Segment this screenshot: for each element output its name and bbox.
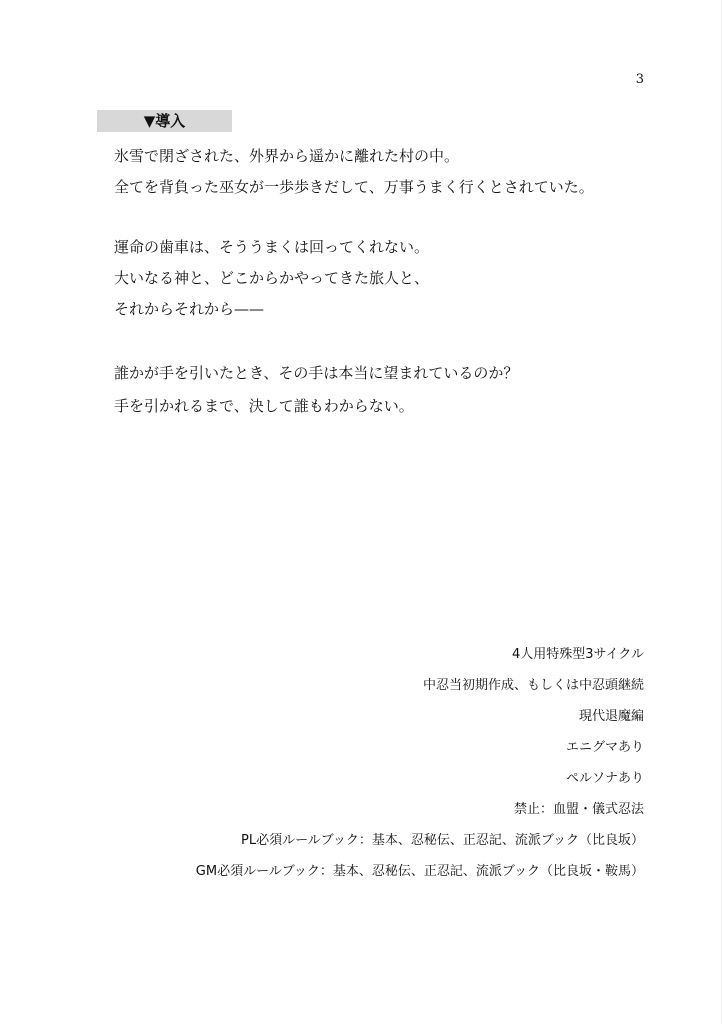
session-specs xyxy=(120,642,644,890)
intro-line: 運命の歯車は、そううまくは回ってくれない。 xyxy=(114,238,430,256)
spec-persona: ペルソナあり xyxy=(565,771,644,786)
spec-character-creation: 中忍当初期作成、もしくは中忍頭継続 xyxy=(422,678,644,693)
intro-line: 手を引かれるまで、決して誰もわからない。 xyxy=(114,397,414,415)
spec-setting: 現代退魔編 xyxy=(578,709,644,724)
spec-enigma: エニグマあり xyxy=(565,740,644,755)
spec-pl-rulebooks: PL必須ルールブック：基本、忍秘伝、正忍記、流派ブック（比良坂） xyxy=(240,833,644,848)
intro-line: 氷雪で閉ざされた、外界から遥かに離れた村の中。 xyxy=(114,147,460,165)
spec-gm-rulebooks: GM必須ルールブック：基本、忍秘伝、正忍記、流派ブック（比良坂・鞍馬） xyxy=(195,864,644,879)
intro-line: 誰かが手を引いたとき、その手は本当に望まれているのか？ xyxy=(114,364,519,382)
spec-player-count: 4人用特殊型3サイクル xyxy=(512,647,644,662)
section-heading: ▼導入 xyxy=(97,110,232,132)
spec-prohibited: 禁止：血盟・儀式忍法 xyxy=(513,802,644,817)
page-number: 3 xyxy=(635,72,644,87)
intro-line: 大いなる神と、どこからかやってきた旅人と、 xyxy=(114,269,430,287)
intro-line: それからそれから—— xyxy=(114,300,265,318)
intro-line: 全てを背負った巫女が一歩歩きだして、万事うまく行くとされていた。 xyxy=(114,178,594,196)
